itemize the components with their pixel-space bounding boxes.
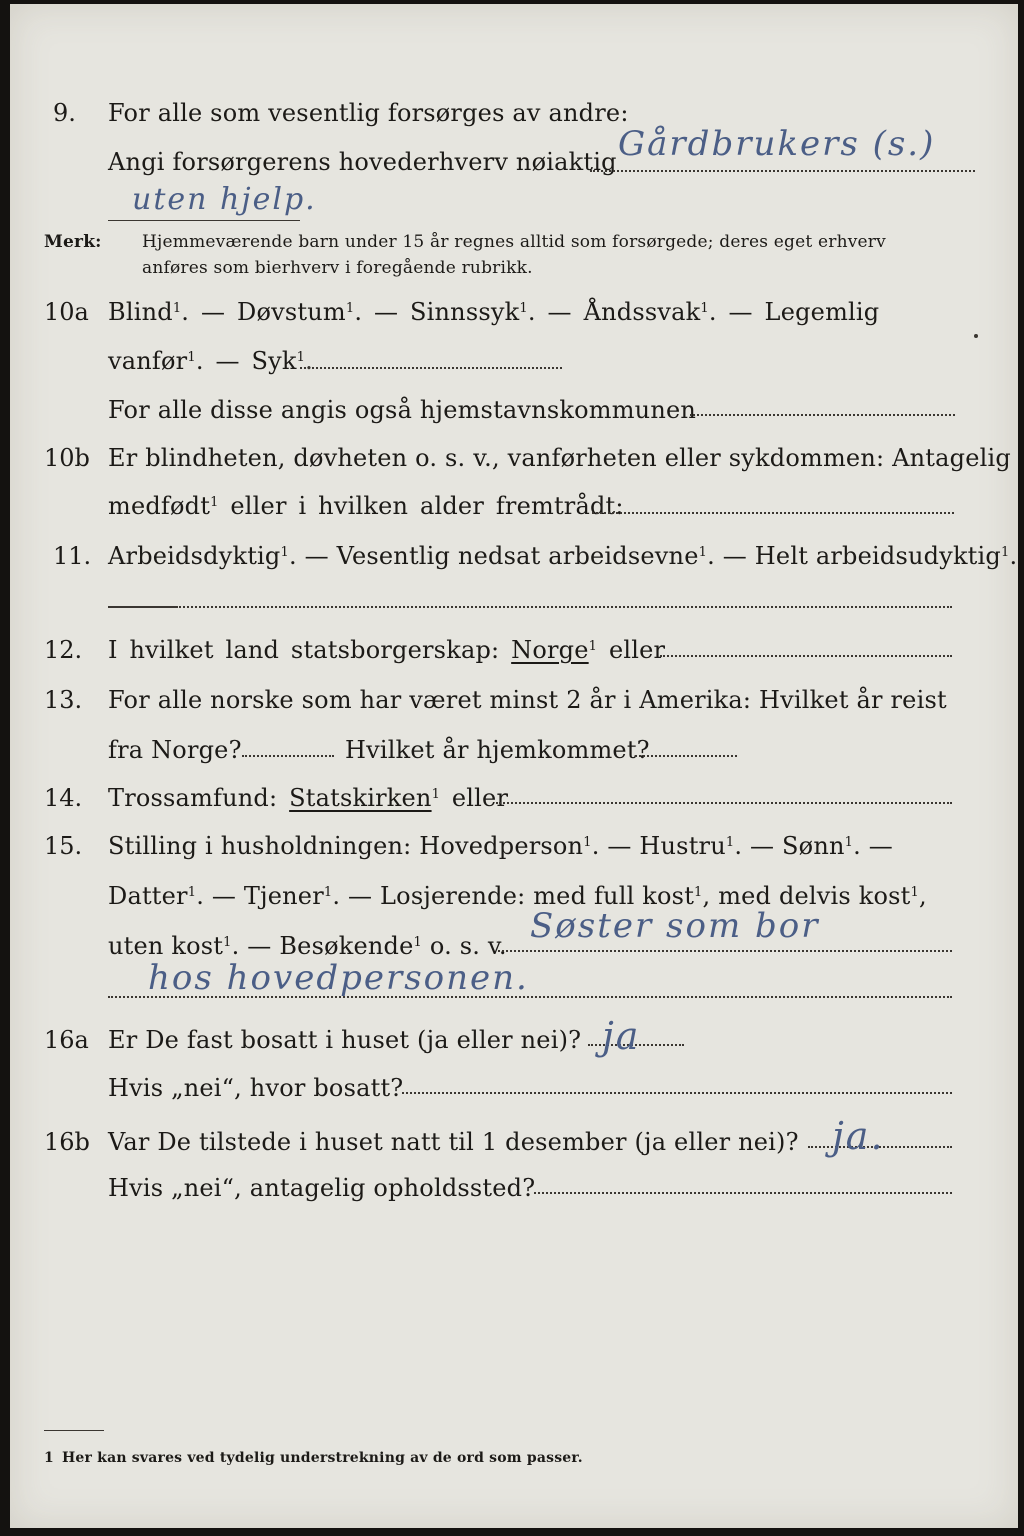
- footnote-ref: 1: [323, 885, 333, 900]
- citizenship-question: I hvilket land statsborgerskap:: [108, 636, 500, 664]
- question-16b-line1: Var De tilstede i huset natt til 1 desember (ja eller nei)?: [108, 1128, 799, 1156]
- option-medfodt: medfødt: [108, 492, 211, 520]
- footnote-ref: 1: [519, 301, 528, 316]
- answer-line-16b-place: [534, 1192, 952, 1194]
- footnote-ref: 1: [223, 935, 232, 950]
- handwritten-answer-15b: hos hovedpersonen.: [148, 958, 529, 998]
- handwritten-answer-16a: ja: [602, 1014, 641, 1058]
- option-sonn: . — Sønn: [734, 832, 845, 860]
- question-12-line: [108, 636, 665, 664]
- footnote-text: Her kan svares ved tydelig understrekning av de ord som passer.: [62, 1450, 583, 1466]
- question-16b-line2: Hvis „nei“, antagelig opholdssted?: [108, 1174, 536, 1202]
- question-15-number: 15.: [44, 832, 83, 860]
- footnote-ref: 1: [413, 935, 422, 950]
- question-11-number: 11.: [53, 542, 92, 570]
- question-10a-line3: For alle disse angis også hjemstavnskommunen: [108, 396, 697, 424]
- answer-line-15a: [498, 950, 952, 952]
- answer-line-9a: [590, 170, 975, 172]
- note-label: Merk:: [44, 232, 102, 252]
- option-udyktig: . — Helt arbeidsudyktig: [707, 542, 1001, 570]
- dash: . —: [853, 832, 893, 860]
- question-10a-number: 10a: [44, 298, 89, 326]
- footnote-ref: 1: [910, 885, 920, 900]
- comma: ,: [919, 882, 927, 910]
- footnote-divider: [44, 1430, 104, 1431]
- option-norge-underlined: Norge: [511, 636, 589, 664]
- question-14-number: 14.: [44, 784, 83, 812]
- footnote-ref: 1: [187, 885, 197, 900]
- answer-line-9b: [108, 220, 300, 221]
- option-andssvak: — Åndssvak: [547, 298, 701, 326]
- census-form-page: [10, 4, 1018, 1528]
- answer-line-12: [660, 655, 952, 657]
- footnote-ref: 1: [698, 545, 708, 560]
- answer-line-13b: [635, 755, 737, 757]
- footnote-ref: 1: [172, 301, 182, 316]
- question-16a-line1: Er De fast bosatt i huset (ja eller nei)?: [108, 1026, 582, 1054]
- question-10a-line2: vanfør$^1$. — Syk$^1$.: [108, 347, 313, 375]
- option-legemlig: — Legemlig: [728, 298, 880, 326]
- footnote-ref: 1: [1000, 545, 1010, 560]
- option-eller: eller: [451, 784, 509, 812]
- question-11-line: [108, 542, 1017, 570]
- footnote-ref: 1: [345, 301, 355, 316]
- answer-line-11-left: [108, 606, 176, 608]
- question-16a-line2: Hvis „nei“, hvor bosatt?: [108, 1074, 404, 1102]
- question-10b-line2: [108, 492, 624, 520]
- question-13-number: 13.: [44, 686, 83, 714]
- footnote-ref: 1: [431, 787, 441, 802]
- option-arbeidsdyktig: Arbeidsdyktig: [108, 542, 281, 570]
- question-13-line1: For alle norske som har været minst 2 år i Amerika: Hvilket år reist: [108, 686, 947, 714]
- religion-question: Trossamfund:: [108, 784, 278, 812]
- option-sinnssyk: — Sinnssyk: [373, 298, 520, 326]
- footnote-ref: 1: [588, 639, 598, 654]
- answer-line-16a-residence: [402, 1092, 952, 1094]
- option-uten-kost: uten kost: [108, 932, 224, 960]
- footnote-ref: 1: [187, 350, 196, 365]
- question-10b-number: 10b: [44, 444, 90, 472]
- note-line1: Hjemmeværende barn under 15 år regnes alltid som forsørgede; deres eget erhverv: [142, 232, 886, 252]
- handwritten-answer-9b: uten hjelp.: [132, 182, 317, 217]
- option-dovstum: — Døvstum: [200, 298, 346, 326]
- question-14-line: [108, 784, 508, 812]
- question-9-line1: For alle som vesentlig forsørges av andre:: [108, 99, 629, 127]
- option-hustru: . — Hustru: [591, 832, 726, 860]
- answer-line-10b: [592, 512, 954, 514]
- question-10a-line1: Blind$^1$. — Døvstum$^1$. — Sinnssyk$^1$. — Åndssvak$^1$. — Legemlig: [108, 298, 880, 326]
- stray-mark: [974, 334, 978, 338]
- note-line2: anføres som bierhverv i foregående rubrikk.: [142, 258, 533, 278]
- footnote-ref: 1: [210, 495, 219, 510]
- footnote-ref: 1: [700, 301, 709, 316]
- footnote-ref: 1: [280, 545, 289, 560]
- footnote-ref: 1: [296, 350, 306, 365]
- question-12-number: 12.: [44, 636, 83, 664]
- option-hovedperson: Stilling i husholdningen: Hovedperson: [108, 832, 584, 860]
- answer-line-10a-home: [690, 414, 955, 416]
- answer-line-13a: [242, 755, 334, 757]
- answer-line-11: [176, 606, 952, 608]
- answer-line-14: [496, 802, 952, 804]
- answer-line-15b: [108, 996, 952, 998]
- question-9-line2: Angi forsørgerens hovederhverv nøiaktig: [108, 148, 617, 176]
- handwritten-answer-16b: ja.: [832, 1114, 885, 1158]
- option-syk: — Syk: [215, 347, 297, 375]
- answer-line-10a: [300, 367, 562, 369]
- option-vanfor: vanfør: [108, 347, 188, 375]
- option-eller: eller: [608, 636, 666, 664]
- handwritten-answer-15a: Søster som bor: [530, 906, 820, 946]
- question-16a-number: 16a: [44, 1026, 89, 1054]
- question-15-line3: [108, 932, 507, 960]
- footnote-ref: 1: [844, 835, 854, 850]
- footnote-ref: 1: [583, 835, 592, 850]
- option-statskirken-underlined: Statskirken: [289, 784, 432, 812]
- question-16b-number: 16b: [44, 1128, 90, 1156]
- option-osv: o. s. v.: [429, 932, 507, 960]
- option-besokende: . — Besøkende: [231, 932, 414, 960]
- question-13-line2b: Hvilket år hjemkommet?: [345, 736, 650, 764]
- period: .: [1009, 542, 1018, 570]
- option-alder: eller i hvilken alder fremtrådt:: [230, 492, 624, 520]
- question-10b-line1: Er blindheten, døvheten o. s. v., vanførheten eller sykdommen: Antagelig: [108, 444, 1011, 472]
- option-nedsat: . — Vesentlig nedsat arbeidsevne: [288, 542, 699, 570]
- question-9-number: 9.: [53, 99, 76, 127]
- option-delvis-kost: , med delvis kost: [702, 882, 911, 910]
- option-full-kost: . — Losjerende: med full kost: [332, 882, 695, 910]
- question-15-line1: [108, 832, 893, 860]
- question-13-line2a: fra Norge?: [108, 736, 242, 764]
- option-blind: Blind: [108, 298, 173, 326]
- option-datter: Datter: [108, 882, 188, 910]
- footnote-ref: 1: [694, 885, 703, 900]
- footnote-ref: 1: [725, 835, 735, 850]
- footnote-marker: 1: [44, 1450, 54, 1466]
- handwritten-answer-9a: Gårdbrukers (s.): [618, 124, 936, 164]
- option-tjener: . — Tjener: [196, 882, 324, 910]
